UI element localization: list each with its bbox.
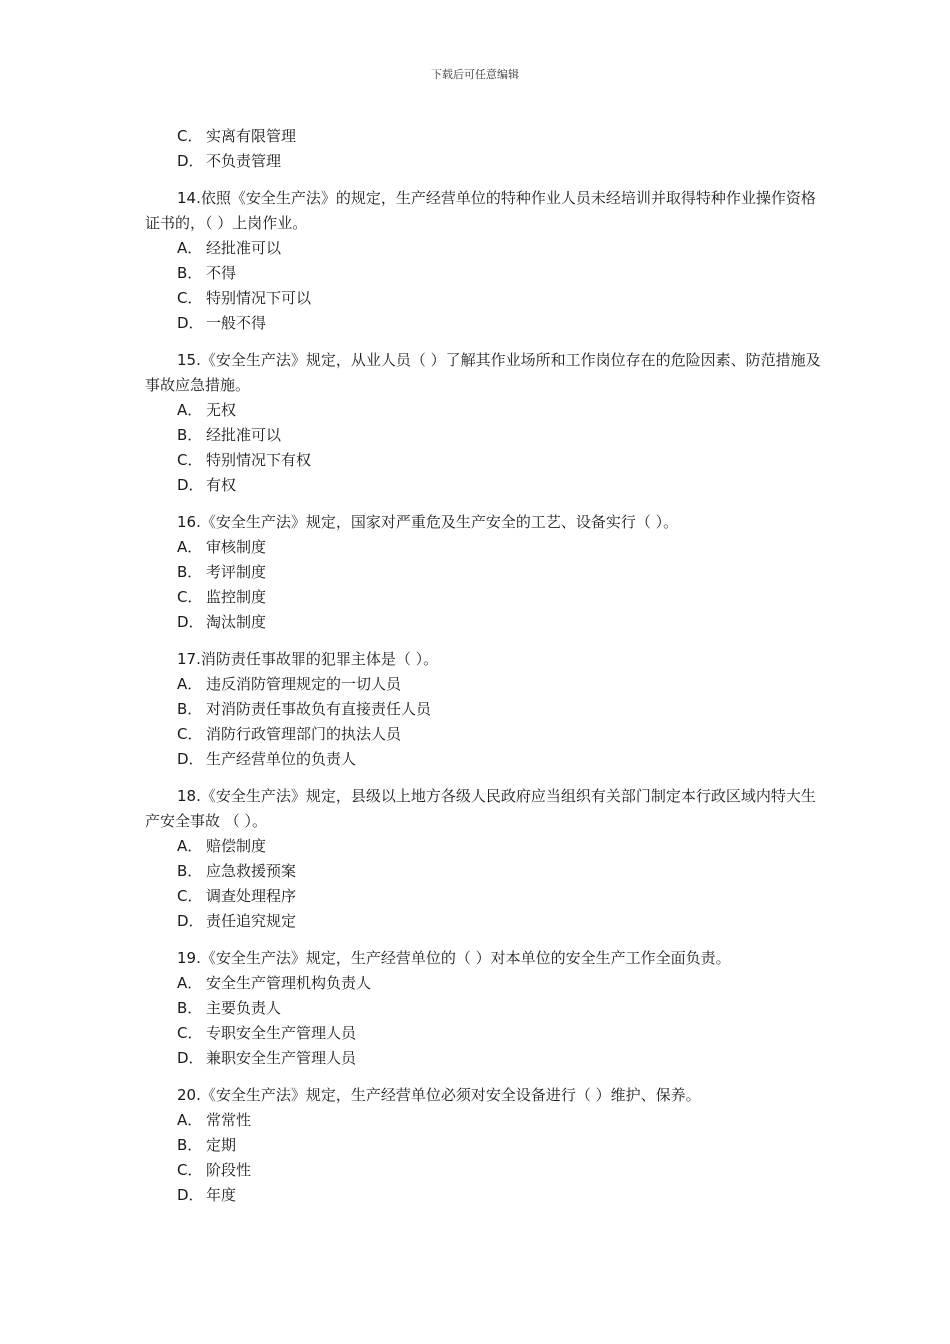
option-d: D． 不负责管理	[177, 152, 282, 170]
option-a: A． 违反消防管理规定的一切人员	[177, 675, 402, 693]
option-a: A． 赔偿制度	[177, 837, 267, 855]
option-d: D． 责任追究规定	[177, 912, 297, 930]
question-text: 19.《安全生产法》规定，生产经营单位的（ ）对本单位的安全生产工作全面负责。	[177, 949, 731, 967]
option-text: 责任追究规定	[206, 912, 297, 930]
option-a: A． 无权	[177, 401, 237, 419]
option-b: B． 应急救援预案	[177, 862, 297, 880]
option-a: A． 审核制度	[177, 538, 267, 556]
page-header: 下载后可任意编辑	[431, 68, 519, 81]
option-text: 实离有限管理	[206, 127, 297, 145]
question-text: 18.《安全生产法》规定，县级以上地方各级人民政府应当组织有关部门制定本行政区域内特大生产安全事故 （ ）。	[145, 787, 816, 830]
lead-options	[145, 124, 825, 174]
option-text: 定期	[206, 1136, 237, 1154]
option-b: B． 经批准可以	[177, 426, 282, 444]
option-text: 年度	[206, 1186, 237, 1204]
option-text: 安全生产管理机构负责人	[206, 974, 372, 992]
option-b: B． 主要负责人	[177, 999, 282, 1017]
option-a: A． 安全生产管理机构负责人	[177, 974, 372, 992]
option-text: 赔偿制度	[206, 837, 267, 855]
option-b: B． 定期	[177, 1136, 237, 1154]
option-text: 违反消防管理规定的一切人员	[206, 675, 402, 693]
question-20	[145, 1083, 825, 1208]
option-d: D． 淘汰制度	[177, 613, 267, 631]
option-c: C． 实离有限管理	[177, 127, 297, 145]
option-c: C． 特别情况下可以	[177, 289, 312, 307]
option-text: 生产经营单位的负责人	[206, 750, 357, 768]
option-d: D． 年度	[177, 1186, 237, 1204]
option-c: C． 特别情况下有权	[177, 451, 312, 469]
question-text: 14.依照《安全生产法》的规定，生产经营单位的特种作业人员未经培训并取得特种作业操作资格证书的，（ ）上岗作业。	[145, 189, 816, 232]
option-b: B． 对消防责任事故负有直接责任人员	[177, 700, 432, 718]
option-text: 特别情况下可以	[206, 289, 312, 307]
option-d: D． 有权	[177, 476, 237, 494]
question-15	[145, 348, 825, 498]
option-text: 经批准可以	[206, 239, 282, 257]
option-b: B． 考评制度	[177, 563, 267, 581]
option-text: 特别情况下有权	[206, 451, 312, 469]
option-text: 兼职安全生产管理人员	[206, 1049, 357, 1067]
option-c: C． 消防行政管理部门的执法人员	[177, 725, 402, 743]
option-c: C． 阶段性	[177, 1161, 252, 1179]
option-c: C． 调查处理程序	[177, 887, 297, 905]
option-d: D． 生产经营单位的负责人	[177, 750, 357, 768]
option-text: 阶段性	[206, 1161, 252, 1179]
option-text: 审核制度	[206, 538, 267, 556]
document-body	[145, 124, 825, 1208]
option-text: 有权	[206, 476, 237, 494]
question-text: 20.《安全生产法》规定，生产经营单位必须对安全设备进行（ ）维护、保养。	[177, 1086, 701, 1104]
option-a: A． 经批准可以	[177, 239, 282, 257]
question-text: 15.《安全生产法》规定，从业人员（ ）了解其作业场所和工作岗位存在的危险因素、防范措施及事故应急措施。	[145, 351, 821, 394]
option-d: D． 一般不得	[177, 314, 267, 332]
option-text: 考评制度	[206, 563, 267, 581]
question-14	[145, 186, 825, 336]
option-text: 淘汰制度	[206, 613, 267, 631]
option-a: A． 常常性	[177, 1111, 252, 1129]
option-d: D． 兼职安全生产管理人员	[177, 1049, 357, 1067]
option-text: 一般不得	[206, 314, 267, 332]
option-text: 对消防责任事故负有直接责任人员	[206, 700, 432, 718]
option-text: 调查处理程序	[206, 887, 297, 905]
question-19	[145, 946, 825, 1071]
option-text: 主要负责人	[206, 999, 282, 1017]
option-text: 常常性	[206, 1111, 252, 1129]
option-text: 专职安全生产管理人员	[206, 1024, 357, 1042]
option-text: 不负责管理	[206, 152, 282, 170]
option-text: 应急救援预案	[206, 862, 297, 880]
question-18	[145, 784, 825, 934]
question-17	[145, 647, 825, 772]
option-text: 经批准可以	[206, 426, 282, 444]
question-text: 17.消防责任事故罪的犯罪主体是（ ）。	[177, 650, 439, 668]
option-b: B． 不得	[177, 264, 237, 282]
option-text: 监控制度	[206, 588, 267, 606]
option-text: 无权	[206, 401, 237, 419]
option-c: C． 监控制度	[177, 588, 267, 606]
option-text: 不得	[206, 264, 237, 282]
option-c: C． 专职安全生产管理人员	[177, 1024, 357, 1042]
question-text: 16.《安全生产法》规定，国家对严重危及生产安全的工艺、设备实行（ ）。	[177, 513, 679, 531]
question-16	[145, 510, 825, 635]
option-text: 消防行政管理部门的执法人员	[206, 725, 402, 743]
